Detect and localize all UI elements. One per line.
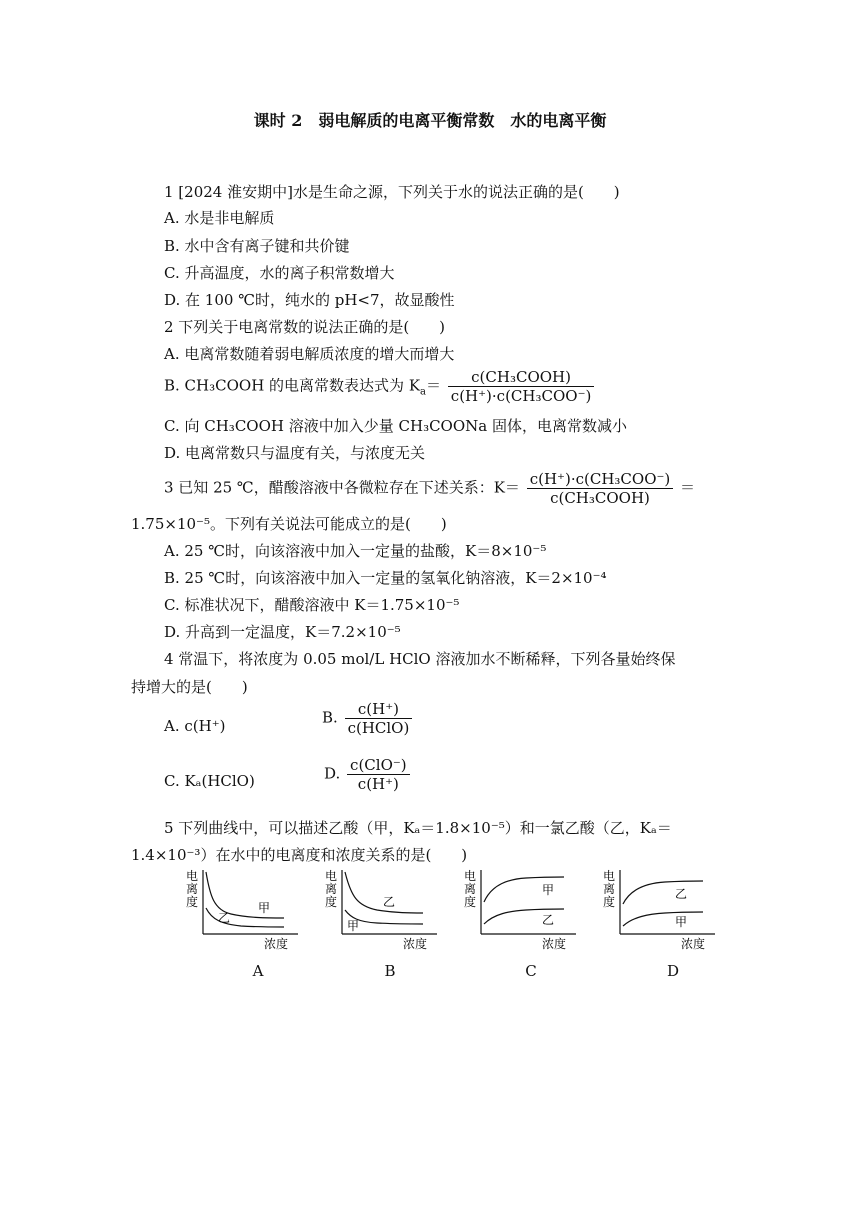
graph-d-curve-jia xyxy=(623,912,703,926)
graph-b-ylabel-1: 电 xyxy=(325,869,338,883)
q5-stem-line2: 1.4×10⁻³）在水中的电离度和浓度关系的是( ) xyxy=(131,846,468,864)
q2-stem: 2 下列关于电离常数的说法正确的是( ) xyxy=(164,318,446,336)
q2-option-c[interactable]: C. 向 CH₃COOH 溶液中加入少量 CH₃COONa 固体，电离常数减小 xyxy=(164,417,627,435)
graph-b-label-jia: 甲 xyxy=(347,919,360,933)
graph-b-xlabel: 浓度 xyxy=(403,937,428,950)
q4-stem-line2: 持增大的是( ) xyxy=(131,678,248,696)
q2-b-prefix: B. CH₃COOH 的电离常数表达式为 K xyxy=(164,376,421,395)
graph-b-ylabel-2: 离 xyxy=(325,882,338,896)
q2-b-numerator: c(CH₃COOH) xyxy=(448,368,595,387)
graph-b-label[interactable]: B xyxy=(384,962,396,980)
q2-option-a[interactable]: A. 电离常数随着弱电解质浓度的增大而增大 xyxy=(164,345,455,363)
graph-b-ylabel-3: 度 xyxy=(325,895,338,909)
q3-fraction xyxy=(527,470,674,507)
q1-option-a[interactable]: A. 水是非电解质 xyxy=(164,209,275,227)
q2-option-b[interactable] xyxy=(164,368,596,405)
q3-denominator: c(CH₃COOH) xyxy=(550,489,650,507)
q1-option-c[interactable]: C. 升高温度，水的离子积常数增大 xyxy=(164,264,395,282)
q3-option-c[interactable]: C. 标准状况下，醋酸溶液中 K＝1.75×10⁻⁵ xyxy=(164,596,460,614)
q3-option-b[interactable]: B. 25 ℃时，向该溶液中加入一定量的氢氧化钠溶液，K＝2×10⁻⁴ xyxy=(164,569,607,587)
graph-a-xlabel: 浓度 xyxy=(264,937,289,950)
q4-d-label: D. xyxy=(324,764,341,783)
q1-stem: 1 [2024 淮安期中]水是生命之源，下列关于水的说法正确的是( ) xyxy=(164,183,620,201)
graph-c-xlabel: 浓度 xyxy=(542,937,567,950)
graph-c-ylabel-3: 度 xyxy=(464,895,477,909)
graph-c-label-yi: 乙 xyxy=(542,913,555,927)
q4-b-numerator: c(H⁺) xyxy=(345,700,413,719)
graph-d[interactable] xyxy=(603,866,723,950)
q4-d-fraction xyxy=(347,756,410,793)
graph-a-ylabel-1: 电 xyxy=(186,869,199,883)
q4-option-c[interactable]: C. Kₐ(HClO) xyxy=(164,772,255,790)
graph-d-ylabel-2: 离 xyxy=(603,882,616,896)
q3-numerator: c(H⁺)·c(CH₃COO⁻) xyxy=(527,470,674,489)
graph-d-label-jia: 甲 xyxy=(675,915,688,929)
q2-b-equals: ＝ xyxy=(426,376,442,395)
q2-b-fraction xyxy=(448,368,595,405)
q4-option-d[interactable] xyxy=(324,756,412,793)
graph-d-label-yi: 乙 xyxy=(675,887,688,901)
q5-stem-line1: 5 下列曲线中，可以描述乙酸（甲，Kₐ＝1.8×10⁻⁵）和一氯乙酸（乙，Kₐ＝ xyxy=(164,819,672,837)
graph-a-ylabel-2: 离 xyxy=(186,882,199,896)
q1-option-d[interactable]: D. 在 100 ℃时，纯水的 pH<7，故显酸性 xyxy=(164,291,455,309)
graph-a-ylabel-3: 度 xyxy=(186,895,199,909)
q4-b-denominator: c(HClO) xyxy=(347,719,410,737)
graph-d-ylabel-3: 度 xyxy=(603,895,616,909)
graph-c-ylabel-1: 电 xyxy=(464,869,477,883)
graph-d-xlabel: 浓度 xyxy=(681,937,706,950)
q4-d-denominator: c(H⁺) xyxy=(357,775,399,793)
graph-b-label-yi: 乙 xyxy=(383,895,396,909)
q3-stem-prefix: 3 已知 25 ℃，醋酸溶液中各微粒存在下述关系：K＝ xyxy=(164,478,520,497)
q4-option-a[interactable]: A. c(H⁺) xyxy=(164,717,226,735)
q2-option-d[interactable]: D. 电离常数只与温度有关，与浓度无关 xyxy=(164,444,426,462)
graph-b[interactable] xyxy=(325,866,445,950)
q2-b-denominator: c(H⁺)·c(CH₃COO⁻) xyxy=(450,387,592,405)
graph-c-label-jia: 甲 xyxy=(542,883,555,897)
graph-a-label-yi: 乙 xyxy=(218,911,231,925)
graph-a[interactable] xyxy=(186,866,306,950)
graph-a-label[interactable]: A xyxy=(252,962,264,980)
q4-b-label: B. xyxy=(322,708,338,727)
q4-d-numerator: c(ClO⁻) xyxy=(347,756,410,775)
q1-option-b[interactable]: B. 水中含有离子键和共价键 xyxy=(164,237,350,255)
graph-a-label-jia: 甲 xyxy=(258,901,271,915)
q4-option-b[interactable] xyxy=(322,700,414,737)
q3-option-a[interactable]: A. 25 ℃时，向该溶液中加入一定量的盐酸，K＝8×10⁻⁵ xyxy=(164,542,547,560)
page-title: 课时 2 弱电解质的电离平衡常数 水的电离平衡 xyxy=(253,111,607,130)
graph-d-ylabel-1: 电 xyxy=(603,869,616,883)
q3-stem xyxy=(164,470,695,507)
q3-stem-suffix: ＝ xyxy=(680,478,696,497)
q4-stem-line1: 4 常温下，将浓度为 0.05 mol/L HClO 溶液加水不断稀释，下列各量始终保 xyxy=(164,650,676,668)
q2-b-ka-sub: a xyxy=(420,386,426,398)
graph-d-curve-yi xyxy=(623,881,703,904)
q4-b-fraction xyxy=(345,700,413,737)
graph-c[interactable] xyxy=(464,866,584,950)
graph-c-label[interactable]: C xyxy=(525,962,537,980)
graph-c-ylabel-2: 离 xyxy=(464,882,477,896)
graph-d-label[interactable]: D xyxy=(666,962,680,980)
q3-stem-line2: 1.75×10⁻⁵。下列有关说法可能成立的是( ) xyxy=(131,515,447,533)
q3-option-d[interactable]: D. 升高到一定温度，K＝7.2×10⁻⁵ xyxy=(164,623,401,641)
